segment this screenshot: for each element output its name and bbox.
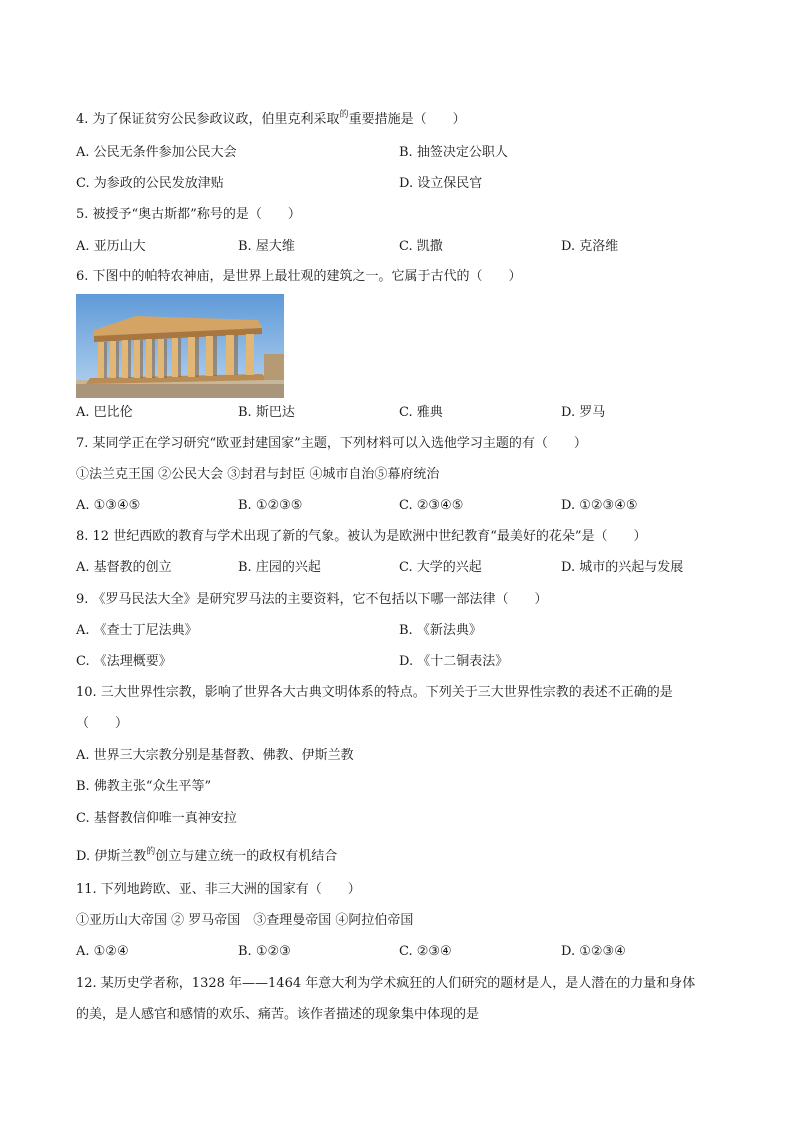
option[interactable]: A. 巴比伦 — [76, 405, 133, 420]
option[interactable]: B. 斯巴达 — [238, 405, 295, 420]
option[interactable]: D. 克洛维 — [561, 239, 619, 254]
option[interactable]: C. 大学的兴起 — [399, 560, 482, 575]
question-11-stem: 11. 下列地跨欧、亚、非三大洲的国家有（ ） — [76, 882, 361, 897]
option[interactable]: B. 屋大维 — [238, 239, 295, 254]
question-8-options — [76, 559, 696, 577]
option[interactable]: A. 公民无条件参加公民大会 — [76, 145, 237, 160]
option[interactable]: C. 基督教信仰唯一真神安拉 — [76, 811, 237, 826]
question-4-options-row1 — [76, 144, 696, 162]
question-4-options-row2 — [76, 175, 696, 193]
question-4-stem: 4. 为了保证贫穷公民参政议政，伯里克利采取$^的$重要措施是（ ） — [76, 110, 466, 127]
question-9-options-row2 — [76, 653, 696, 671]
question-10-stem-cont: （ ） — [76, 716, 129, 731]
option[interactable]: D. 《十二铜表法》 — [399, 654, 509, 669]
question-7-options — [76, 497, 696, 515]
option[interactable]: D. ①②③④ — [561, 944, 626, 959]
question-7-stem: 7. 某同学正在学习研究“欧亚封建国家”主题，下列材料可以入选他学习主题的有（ ） — [76, 436, 587, 451]
option[interactable]: C. 《法理概要》 — [76, 654, 172, 669]
option[interactable]: A. ①③④⑤ — [76, 498, 141, 513]
option[interactable]: B. 《新法典》 — [399, 623, 482, 638]
option[interactable]: A. 《查士丁尼法典》 — [76, 623, 198, 638]
option[interactable]: B. 佛教主张“众生平等” — [76, 779, 212, 794]
parthenon-image — [76, 294, 284, 398]
parthenon-photo — [76, 294, 284, 398]
option[interactable]: B. ①②③ — [238, 944, 291, 959]
option[interactable]: A. 世界三大宗教分别是基督教、佛教、伊斯兰教 — [76, 748, 354, 763]
question-12-stem: 12. 某历史学者称，1328 年——1464 年意大利为学术疯狂的人们研究的题材是人，是人潜在的力量和身体 — [76, 976, 696, 991]
option[interactable]: C. ②③④ — [399, 944, 452, 959]
option[interactable]: D. 伊斯兰教$^的$创立与建立统一的政权有机结合 — [76, 847, 338, 864]
question-7-material: ①法兰克王国 ②公民大会 ③封君与封臣 ④城市自治⑤幕府统治 — [76, 467, 440, 482]
question-5-options — [76, 238, 696, 256]
question-8-stem: 8. 12 世纪西欧的教育与学术出现了新的气象。被认为是欧洲中世纪教育“最美好的花朵”是（ ） — [76, 529, 647, 544]
option[interactable]: C. 雅典 — [399, 405, 443, 420]
question-9-options-row1 — [76, 622, 696, 640]
option[interactable]: D. ①②③④⑤ — [561, 498, 638, 513]
option[interactable]: B. 庄园的兴起 — [238, 560, 321, 575]
option[interactable]: A. 亚历山大 — [76, 239, 146, 254]
question-12-stem-cont: 的美，是人感官和感情的欢乐、痛苦。该作者描述的现象集中体现的是 — [76, 1007, 480, 1022]
question-10-stem: 10. 三大世界性宗教，影响了世界各大古典文明体系的特点。下列关于三大世界性宗教的表述不正确的是 — [76, 685, 673, 700]
option[interactable]: D. 罗马 — [561, 405, 606, 420]
question-6-options — [76, 404, 696, 422]
question-11-options — [76, 943, 696, 961]
option[interactable]: B. ①②③⑤ — [238, 498, 303, 513]
option[interactable]: A. 基督教的创立 — [76, 560, 172, 575]
option[interactable]: A. ①②④ — [76, 944, 129, 959]
question-5-stem: 5. 被授予“奥古斯都”称号的是（ ） — [76, 207, 301, 222]
option[interactable]: D. 设立保民官 — [399, 176, 483, 191]
option[interactable]: B. 抽签决定公职人 — [399, 145, 508, 160]
option[interactable]: C. ②③④⑤ — [399, 498, 464, 513]
option[interactable]: C. 为参政的公民发放津贴 — [76, 176, 224, 191]
question-9-stem: 9. 《罗马民法大全》是研究罗马法的主要资料，它不包括以下哪一部法律（ ） — [76, 592, 548, 607]
question-11-material: ①亚历山大帝国 ② 罗马帝国 ③查理曼帝国 ④阿拉伯帝国 — [76, 913, 414, 928]
option[interactable]: D. 城市的兴起与发展 — [561, 560, 684, 575]
option[interactable]: C. 凯撒 — [399, 239, 443, 254]
question-6-stem: 6. 下图中的帕特农神庙，是世界上最壮观的建筑之一。它属于古代的（ ） — [76, 269, 522, 284]
